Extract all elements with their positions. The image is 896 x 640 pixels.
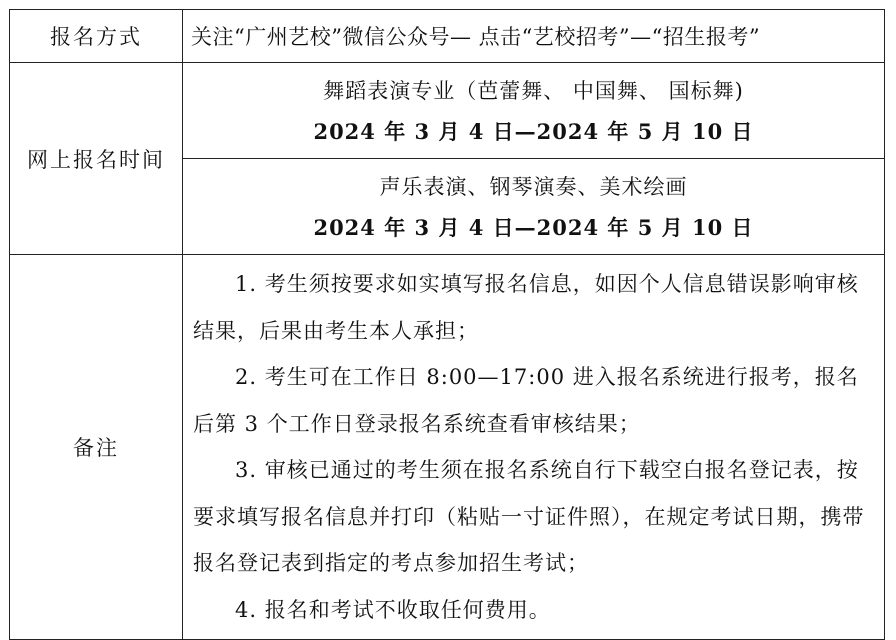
remarks-row xyxy=(10,255,885,640)
major-music-art: 声乐表演、钢琴演奏、美术绘画 xyxy=(379,175,688,199)
online-registration-time-label: 网上报名时间 xyxy=(10,63,183,255)
registration-info-table xyxy=(9,9,885,640)
remarks-cell xyxy=(183,255,885,640)
time-block-music-art xyxy=(183,159,885,255)
major-dance: 舞蹈表演专业（芭蕾舞、 中国舞、 国标舞) xyxy=(323,79,744,103)
dates-music-art: 2024 年 3 月 4 日—2024 年 5 月 10 日 xyxy=(313,215,754,240)
time-block-dance xyxy=(183,63,885,159)
registration-method-label: 报名方式 xyxy=(10,10,183,63)
online-time-row-dance xyxy=(10,63,885,159)
remark-item: 3. 审核已通过的考生须在报名系统自行下载空白报名登记表，按要求填写报名信息并打印（粘贴一寸证件照），在规定考试日期，携带报名登记表到指定的考点参加招生考试； xyxy=(193,458,865,575)
remark-item: 4. 报名和考试不收取任何费用。 xyxy=(235,597,551,622)
remark-item: 2. 考生可在工作日 8:00—17:00 进入报名系统进行报考，报名后第 3 个工作日登录报名系统查看审核结果； xyxy=(193,365,859,436)
registration-method-cell xyxy=(183,10,885,63)
remarks-label: 备注 xyxy=(10,255,183,640)
remark-item: 1. 考生须按要求如实填写报名信息，如因个人信息错误影响审核结果，后果由考生本人承担； xyxy=(193,272,859,343)
registration-method-row xyxy=(10,10,885,63)
registration-method-text: 关注“广州艺校”微信公众号— 点击“艺校招考”—“招生报考” xyxy=(191,25,761,49)
dates-dance: 2024 年 3 月 4 日—2024 年 5 月 10 日 xyxy=(313,119,754,144)
